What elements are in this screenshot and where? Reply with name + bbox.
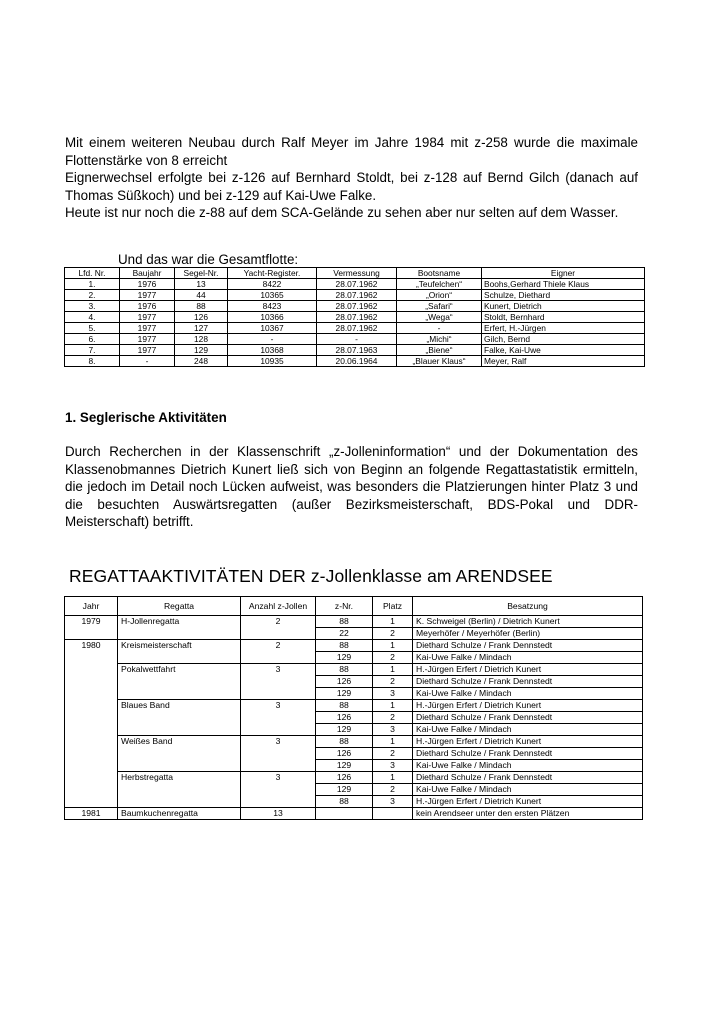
fleet-cell: Meyer, Ralf xyxy=(482,356,645,367)
regatta-cell-nr: 129 xyxy=(316,688,373,700)
regatta-cell-nr: 88 xyxy=(316,664,373,676)
regatta-header-cell: Platz xyxy=(373,597,413,616)
fleet-table-body xyxy=(65,279,645,367)
regatta-cell-jahr: 1979 xyxy=(65,616,118,640)
fleet-table xyxy=(64,267,645,367)
fleet-cell: Kunert, Dietrich xyxy=(482,301,645,312)
regatta-cell-jahr: 1981 xyxy=(65,808,118,820)
regatta-cell-platz: 2 xyxy=(373,748,413,760)
intro-paragraph-2: Eignerwechsel erfolgte bei z-126 auf Bernhard Stoldt, bei z-128 auf Bernd Gilch (danach auf Thomas Süßkoch) und bei z-129 auf Kai-Uwe Falke. xyxy=(65,170,638,203)
fleet-cell: 10368 xyxy=(228,345,317,356)
fleet-cell: 6. xyxy=(65,334,120,345)
fleet-cell: 1. xyxy=(65,279,120,290)
fleet-cell: 10365 xyxy=(228,290,317,301)
fleet-cell: - xyxy=(397,323,482,334)
fleet-cell: 1976 xyxy=(120,301,175,312)
fleet-cell: 13 xyxy=(175,279,228,290)
fleet-cell: Erfert, H.-Jürgen xyxy=(482,323,645,334)
regatta-cell-besatzung: Kai-Uwe Falke / Mindach xyxy=(413,784,643,796)
regatta-cell-regatta: Blaues Band xyxy=(118,700,241,736)
intro-text xyxy=(65,134,638,222)
regatta-cell-besatzung: H.-Jürgen Erfert / Dietrich Kunert xyxy=(413,736,643,748)
regatta-cell-regatta: Pokalwettfahrt xyxy=(118,664,241,700)
fleet-cell: 8422 xyxy=(228,279,317,290)
regatta-header-cell: z-Nr. xyxy=(316,597,373,616)
regatta-cell-nr: 126 xyxy=(316,712,373,724)
fleet-cell: 28.07.1962 xyxy=(317,312,397,323)
regatta-cell-besatzung: H.-Jürgen Erfert / Dietrich Kunert xyxy=(413,796,643,808)
regatta-cell-nr: 22 xyxy=(316,628,373,640)
regatta-cell-anzahl: 3 xyxy=(241,664,316,700)
regatta-row xyxy=(65,616,643,628)
regatta-header-cell: Regatta xyxy=(118,597,241,616)
fleet-cell: 1977 xyxy=(120,345,175,356)
fleet-cell: 44 xyxy=(175,290,228,301)
regatta-cell-nr: 126 xyxy=(316,772,373,784)
fleet-cell: Falke, Kai-Uwe xyxy=(482,345,645,356)
section-text xyxy=(65,443,638,531)
intro-paragraph-1: Mit einem weiteren Neubau durch Ralf Meyer im Jahre 1984 mit z-258 wurde die maximale Flottenstärke von 8 erreicht xyxy=(65,135,638,168)
fleet-cell: Stoldt, Bernhard xyxy=(482,312,645,323)
fleet-cell: 4. xyxy=(65,312,120,323)
fleet-cell: 88 xyxy=(175,301,228,312)
regatta-cell-anzahl: 3 xyxy=(241,772,316,808)
fleet-cell: „Michi“ xyxy=(397,334,482,345)
fleet-cell: 2. xyxy=(65,290,120,301)
fleet-cell: „Wega“ xyxy=(397,312,482,323)
fleet-cell: 10935 xyxy=(228,356,317,367)
regatta-cell-besatzung: Kai-Uwe Falke / Mindach xyxy=(413,724,643,736)
fleet-cell: 3. xyxy=(65,301,120,312)
regatta-cell-nr xyxy=(316,808,373,820)
fleet-row xyxy=(65,301,645,312)
regatta-cell-nr: 126 xyxy=(316,748,373,760)
regatta-cell-platz: 1 xyxy=(373,736,413,748)
regatta-row xyxy=(65,700,643,712)
regatta-cell-platz: 3 xyxy=(373,688,413,700)
regatta-header-cell: Besatzung xyxy=(413,597,643,616)
regatta-cell-nr: 129 xyxy=(316,760,373,772)
regatta-cell-besatzung: Kai-Uwe Falke / Mindach xyxy=(413,652,643,664)
fleet-cell: 248 xyxy=(175,356,228,367)
regatta-cell-platz xyxy=(373,808,413,820)
regatta-cell-platz: 2 xyxy=(373,652,413,664)
regatta-cell-platz: 2 xyxy=(373,628,413,640)
regatta-cell-regatta: Weißes Band xyxy=(118,736,241,772)
fleet-cell: 10367 xyxy=(228,323,317,334)
fleet-cell: 1976 xyxy=(120,279,175,290)
regatta-cell-anzahl: 13 xyxy=(241,808,316,820)
fleet-cell: „Safari“ xyxy=(397,301,482,312)
fleet-row xyxy=(65,290,645,301)
regatta-cell-platz: 3 xyxy=(373,724,413,736)
regatta-row xyxy=(65,640,643,652)
regatta-cell-nr: 129 xyxy=(316,784,373,796)
regatta-cell-regatta: Baumkuchenregatta xyxy=(118,808,241,820)
fleet-header-cell: Bootsname xyxy=(397,268,482,279)
fleet-cell: 28.07.1963 xyxy=(317,345,397,356)
fleet-row xyxy=(65,312,645,323)
regatta-table-body xyxy=(65,616,643,820)
fleet-cell: 1977 xyxy=(120,312,175,323)
fleet-cell: 1977 xyxy=(120,334,175,345)
regatta-cell-besatzung: Diethard Schulze / Frank Dennstedt xyxy=(413,712,643,724)
regatta-cell-besatzung: H.-Jürgen Erfert / Dietrich Kunert xyxy=(413,664,643,676)
section-paragraph: Durch Recherchen in der Klassenschrift „z-Jolleninformation“ und der Dokumentation des Klassenobmannes Dietrich Kunert ließ sich von Beginn an folgende Regattastatistik ermitteln, die jedoch im Detail noch Lücken aufweist, was besonders die Platzierungen hinter Platz 3 und die besuchten Auswärtsregatten (außer Bezirksmeisterschaft, BDS-Pokal und DDR-Meisterschaft) betrifft. xyxy=(65,444,638,529)
fleet-cell: 5. xyxy=(65,323,120,334)
fleet-header-cell: Lfd. Nr. xyxy=(65,268,120,279)
regatta-cell-nr: 88 xyxy=(316,700,373,712)
regatta-cell-nr: 88 xyxy=(316,616,373,628)
regatta-cell-besatzung: H.-Jürgen Erfert / Dietrich Kunert xyxy=(413,700,643,712)
regatta-cell-platz: 2 xyxy=(373,784,413,796)
regatta-title: REGATTAAKTIVITÄTEN DER z-Jollenklasse am ARENDSEE xyxy=(69,566,553,586)
regatta-cell-anzahl: 3 xyxy=(241,700,316,736)
regatta-cell-jahr: 1980 xyxy=(65,640,118,808)
fleet-cell: „Teufelchen“ xyxy=(397,279,482,290)
fleet-cell: „Biene“ xyxy=(397,345,482,356)
regatta-cell-besatzung: Diethard Schulze / Frank Dennstedt xyxy=(413,748,643,760)
regatta-cell-nr: 88 xyxy=(316,640,373,652)
regatta-cell-anzahl: 3 xyxy=(241,736,316,772)
fleet-header-cell: Eigner xyxy=(482,268,645,279)
regatta-header-row xyxy=(65,597,643,616)
regatta-cell-platz: 2 xyxy=(373,712,413,724)
regatta-header-cell: Anzahl z-Jollen xyxy=(241,597,316,616)
fleet-caption: Und das war die Gesamtflotte: xyxy=(118,252,299,267)
fleet-header-cell: Vermessung xyxy=(317,268,397,279)
regatta-cell-platz: 1 xyxy=(373,700,413,712)
regatta-cell-platz: 1 xyxy=(373,640,413,652)
fleet-cell: 28.07.1962 xyxy=(317,323,397,334)
regatta-cell-regatta: Herbstregatta xyxy=(118,772,241,808)
fleet-cell: 7. xyxy=(65,345,120,356)
fleet-cell: - xyxy=(228,334,317,345)
fleet-cell: Schulze, Diethard xyxy=(482,290,645,301)
regatta-cell-besatzung: kein Arendseer unter den ersten Plätzen xyxy=(413,808,643,820)
regatta-cell-besatzung: K. Schweigel (Berlin) / Dietrich Kunert xyxy=(413,616,643,628)
fleet-row xyxy=(65,345,645,356)
fleet-cell: „Blauer Klaus“ xyxy=(397,356,482,367)
fleet-row xyxy=(65,356,645,367)
regatta-cell-regatta: Kreismeisterschaft xyxy=(118,640,241,664)
fleet-cell: - xyxy=(120,356,175,367)
regatta-cell-platz: 3 xyxy=(373,760,413,772)
fleet-cell: 28.07.1962 xyxy=(317,290,397,301)
fleet-cell: Gilch, Bernd xyxy=(482,334,645,345)
fleet-cell: 28.07.1962 xyxy=(317,301,397,312)
regatta-cell-anzahl: 2 xyxy=(241,640,316,664)
regatta-cell-platz: 3 xyxy=(373,796,413,808)
regatta-cell-besatzung: Diethard Schulze / Frank Dennstedt xyxy=(413,676,643,688)
regatta-header-cell: Jahr xyxy=(65,597,118,616)
regatta-cell-besatzung: Kai-Uwe Falke / Mindach xyxy=(413,760,643,772)
regatta-cell-nr: 88 xyxy=(316,796,373,808)
regatta-row xyxy=(65,808,643,820)
regatta-table xyxy=(64,596,643,820)
intro-paragraph-3: Heute ist nur noch die z-88 auf dem SCA-Gelände zu sehen aber nur selten auf dem Wasser. xyxy=(65,205,619,220)
regatta-cell-platz: 1 xyxy=(373,772,413,784)
fleet-cell: 8423 xyxy=(228,301,317,312)
fleet-cell: 126 xyxy=(175,312,228,323)
regatta-cell-platz: 1 xyxy=(373,664,413,676)
regatta-cell-besatzung: Meyerhöfer / Meyerhöfer (Berlin) xyxy=(413,628,643,640)
fleet-cell: 20.06.1964 xyxy=(317,356,397,367)
fleet-header-row xyxy=(65,268,645,279)
regatta-cell-platz: 2 xyxy=(373,676,413,688)
fleet-cell: 8. xyxy=(65,356,120,367)
regatta-cell-regatta: H-Jollenregatta xyxy=(118,616,241,640)
fleet-cell: 129 xyxy=(175,345,228,356)
fleet-cell: „Orion“ xyxy=(397,290,482,301)
regatta-cell-nr: 129 xyxy=(316,652,373,664)
regatta-row xyxy=(65,736,643,748)
fleet-cell: - xyxy=(317,334,397,345)
fleet-header-cell: Yacht-Register. xyxy=(228,268,317,279)
fleet-cell: 127 xyxy=(175,323,228,334)
regatta-cell-besatzung: Diethard Schulze / Frank Dennstedt xyxy=(413,772,643,784)
regatta-cell-nr: 126 xyxy=(316,676,373,688)
fleet-header-cell: Segel-Nr. xyxy=(175,268,228,279)
fleet-row xyxy=(65,279,645,290)
fleet-cell: 10366 xyxy=(228,312,317,323)
regatta-cell-nr: 129 xyxy=(316,724,373,736)
regatta-row xyxy=(65,664,643,676)
fleet-header-cell: Baujahr xyxy=(120,268,175,279)
regatta-cell-platz: 1 xyxy=(373,616,413,628)
regatta-cell-nr: 88 xyxy=(316,736,373,748)
regatta-cell-besatzung: Diethard Schulze / Frank Dennstedt xyxy=(413,640,643,652)
regatta-row xyxy=(65,772,643,784)
regatta-cell-anzahl: 2 xyxy=(241,616,316,640)
fleet-cell: 1977 xyxy=(120,290,175,301)
fleet-row xyxy=(65,334,645,345)
fleet-cell: 1977 xyxy=(120,323,175,334)
fleet-row xyxy=(65,323,645,334)
section-heading: 1. Seglerische Aktivitäten xyxy=(65,410,227,425)
fleet-cell: 28.07.1962 xyxy=(317,279,397,290)
regatta-cell-besatzung: Kai-Uwe Falke / Mindach xyxy=(413,688,643,700)
fleet-cell: 128 xyxy=(175,334,228,345)
fleet-cell: Boohs,Gerhard Thiele Klaus xyxy=(482,279,645,290)
